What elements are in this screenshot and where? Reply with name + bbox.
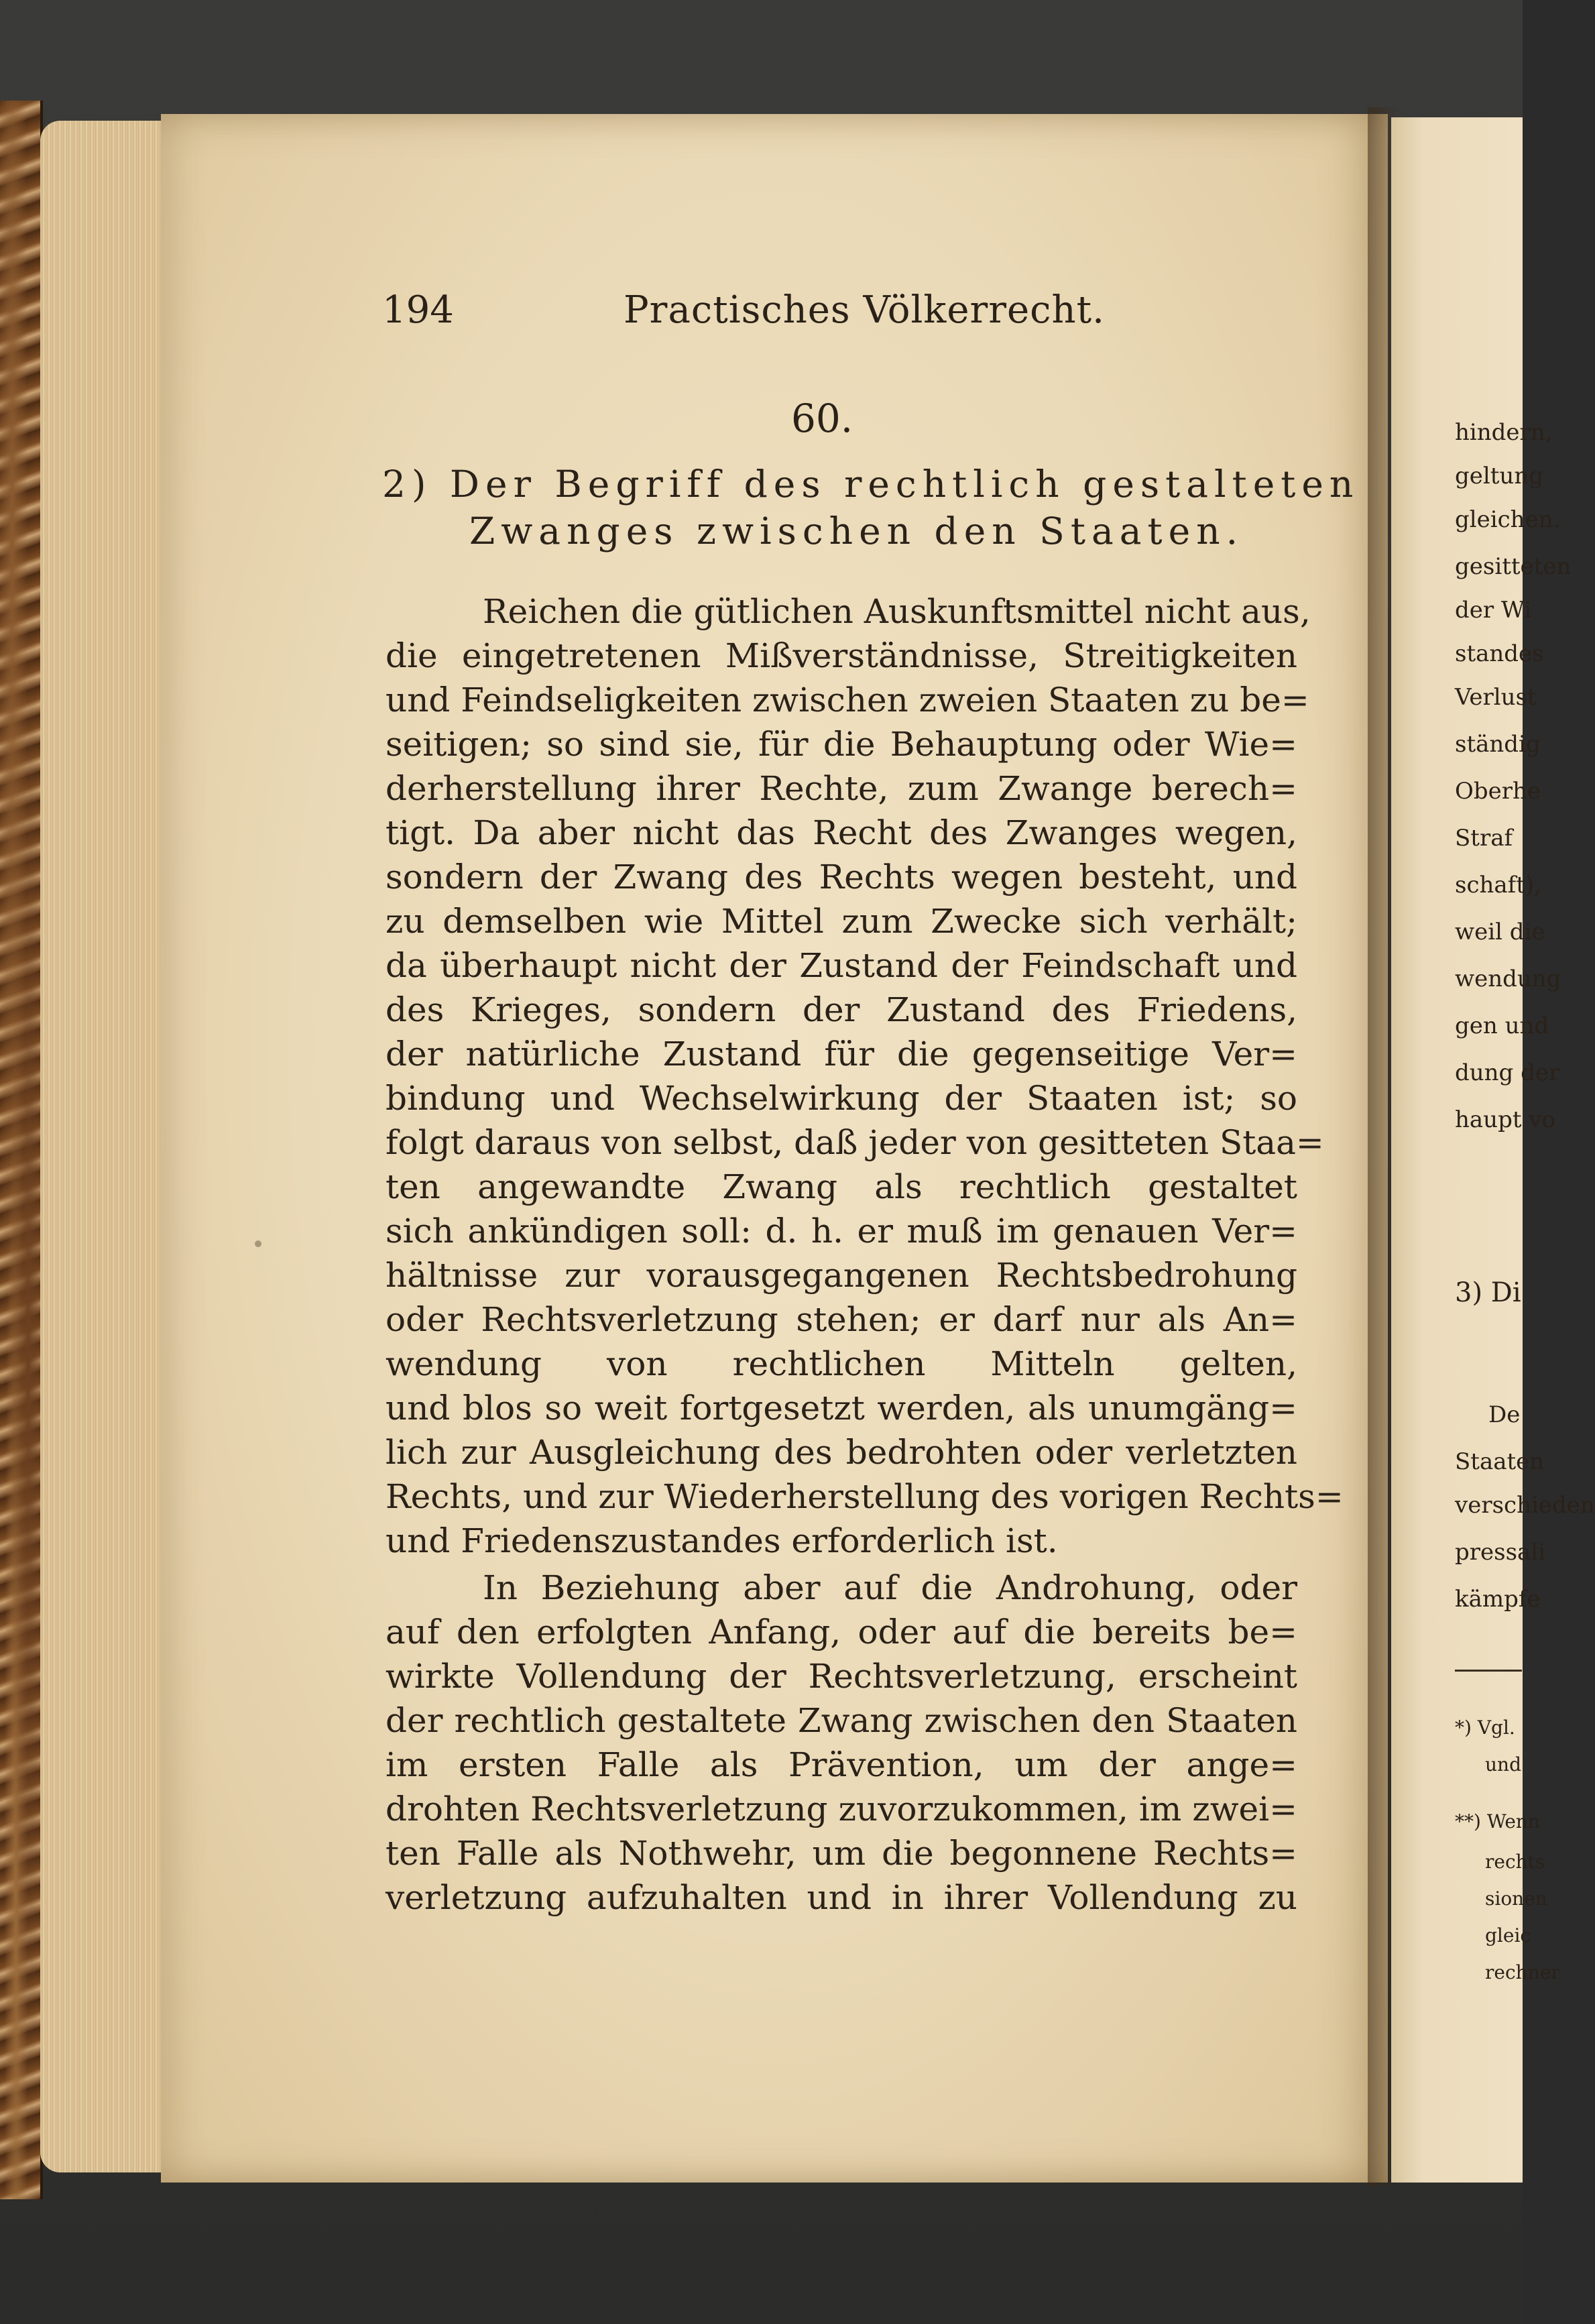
body-line: auf den erfolgten Anfang, oder auf die bereits be= bbox=[386, 1613, 1297, 1651]
body-line: Reichen die gütlichen Auskunftsmittel nicht aus, bbox=[483, 592, 1311, 631]
body-line: und Feindseligkeiten zwischen zweien Staaten zu be= bbox=[386, 681, 1309, 719]
right-page-fragment: Staaten bbox=[1455, 1448, 1545, 1475]
body-line: hältnisse zur vorausgegangenen Rechtsbedrohung bbox=[386, 1256, 1297, 1295]
right-page-fragment: dung der bbox=[1455, 1059, 1560, 1086]
body-line: oder Rechtsverletzung stehen; er darf nur als An= bbox=[386, 1300, 1297, 1339]
right-page-fragment: De bbox=[1488, 1401, 1521, 1428]
book-gutter bbox=[1368, 107, 1395, 2186]
right-page-footnote: rechts bbox=[1485, 1851, 1545, 1873]
right-page-fragment: verschieden bbox=[1455, 1492, 1595, 1519]
body-line: wirkte Vollendung der Rechtsverletzung, erscheint bbox=[386, 1657, 1297, 1696]
body-line: der natürliche Zustand für die gegenseitige Ver= bbox=[386, 1035, 1297, 1073]
body-line: In Beziehung aber auf die Androhung, oder bbox=[483, 1568, 1297, 1607]
right-page-fragment: geltung bbox=[1455, 463, 1543, 489]
body-line: des Krieges, sondern der Zustand des Friedens, bbox=[386, 990, 1297, 1029]
right-page-fragment: gleichen. bbox=[1455, 506, 1561, 533]
body-line: folgt daraus von selbst, daß jeder von gesitteten Staa= bbox=[386, 1123, 1324, 1162]
body-line: da überhaupt nicht der Zustand der Feindschaft und bbox=[386, 946, 1297, 985]
body-line: der rechtlich gestaltete Zwang zwischen den Staaten bbox=[386, 1701, 1297, 1740]
right-page-fragment: hindern, bbox=[1455, 419, 1553, 446]
body-line: verletzung aufzuhalten und in ihrer Vollendung zu bbox=[386, 1878, 1297, 1917]
body-line: sondern der Zwang des Rechts wegen besteht, und bbox=[386, 858, 1297, 896]
right-page-fragment: haupt vo bbox=[1455, 1106, 1555, 1133]
right-page-fragment: Verlust bbox=[1455, 684, 1537, 711]
body-line: die eingetretenen Mißverständnisse, Streitigkeiten bbox=[386, 636, 1297, 675]
right-page-fragment: 3) Di bbox=[1455, 1277, 1521, 1308]
right-page-fragment: schaft), bbox=[1455, 872, 1541, 898]
right-page-fragment: Straf bbox=[1455, 825, 1513, 852]
body-line: derherstellung ihrer Rechte, zum Zwange berech= bbox=[386, 769, 1297, 808]
footnote-rule bbox=[1455, 1670, 1522, 1672]
right-page-footnote: und bbox=[1485, 1753, 1521, 1776]
page-number: 194 bbox=[382, 288, 454, 332]
body-line: und Friedenszustandes erforderlich ist. bbox=[386, 1521, 1058, 1560]
section-heading-line-1: 2) Der Begriff des rechtlich gestalteten bbox=[382, 463, 1360, 506]
running-head bbox=[382, 288, 1321, 349]
right-page-fragment: ständig bbox=[1455, 731, 1541, 758]
right-page-fragment: der Wi bbox=[1455, 597, 1532, 624]
marbled-cover bbox=[0, 101, 43, 2199]
section-number: 60. bbox=[791, 396, 853, 441]
body-line: wendung von rechtlichen Mitteln gelten, bbox=[386, 1344, 1297, 1383]
body-line: sich ankündigen soll: d. h. er muß im genauen Ver= bbox=[386, 1212, 1297, 1251]
body-line: bindung und Wechselwirkung der Staaten ist; so bbox=[386, 1079, 1297, 1118]
right-page-fragment: weil die bbox=[1455, 919, 1545, 945]
right-page-footnote: rechner bbox=[1485, 1961, 1560, 1983]
body-line: tigt. Da aber nicht das Recht des Zwanges wegen, bbox=[386, 813, 1297, 852]
running-title: Practisches Völkerrecht. bbox=[624, 288, 1105, 332]
right-page-fragment: kämpfe bbox=[1455, 1586, 1541, 1613]
body-line: zu demselben wie Mittel zum Zwecke sich verhält; bbox=[386, 902, 1297, 941]
right-page-footnote: gleic bbox=[1485, 1924, 1531, 1947]
right-page-fragment: gen und bbox=[1455, 1012, 1549, 1039]
body-line: seitigen; so sind sie, für die Behauptung oder Wie= bbox=[386, 725, 1297, 764]
ink-spot bbox=[255, 1240, 261, 1247]
body-line: und blos so weit fortgesetzt werden, als unumgäng= bbox=[386, 1389, 1297, 1428]
right-page-fragment: pressali bbox=[1455, 1539, 1546, 1566]
body-line: ten angewandte Zwang als rechtlich gestaltet bbox=[386, 1167, 1297, 1206]
body-line: Rechts, und zur Wiederherstellung des vorigen Rechts= bbox=[386, 1477, 1344, 1516]
body-line: lich zur Ausgleichung des bedrohten oder verletzten bbox=[386, 1433, 1297, 1472]
body-line: im ersten Falle als Prävention, um der ange= bbox=[386, 1745, 1297, 1784]
right-page-fragment: Oberhe bbox=[1455, 778, 1541, 805]
right-page-footnote: *) Vgl. bbox=[1455, 1717, 1515, 1739]
right-page-fragment: wendung bbox=[1455, 966, 1561, 992]
body-line: drohten Rechtsverletzung zuvorzukommen, im zwei= bbox=[386, 1790, 1297, 1828]
right-page-footnote: **) Wenn bbox=[1455, 1810, 1540, 1833]
section-heading-line-2: Zwanges zwischen den Staaten. bbox=[469, 510, 1244, 553]
right-page-footnote: sionen bbox=[1485, 1887, 1547, 1910]
body-line: ten Falle als Nothwehr, um die begonnene Rechts= bbox=[386, 1834, 1297, 1873]
right-page-fragment: standes bbox=[1455, 640, 1544, 667]
right-page-fragment: gesitteten bbox=[1455, 553, 1572, 580]
